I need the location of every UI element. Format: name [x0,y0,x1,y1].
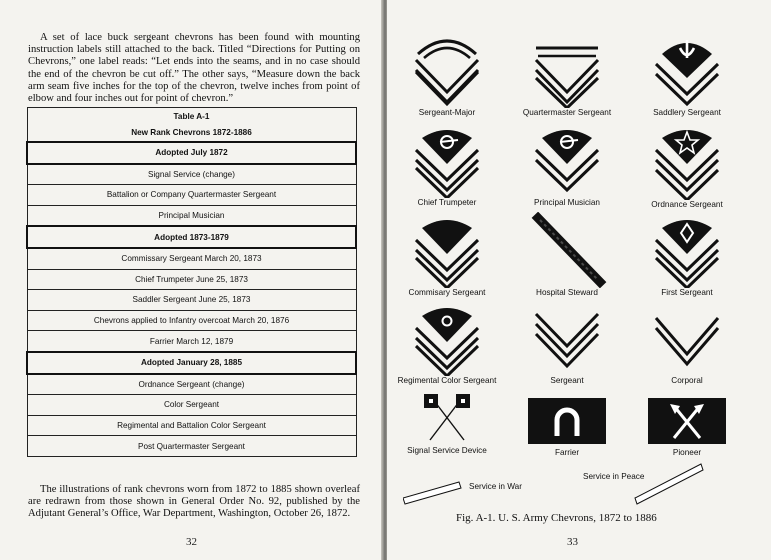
table-row: Chevrons applied to Infantry overcoat March 20, 1876 [27,310,356,331]
service-in-war-label: Service in War [469,482,522,491]
insignia-ordnance-sergeant [627,128,747,209]
sergeant-major-chevron-icon [412,34,482,108]
musician-chevron-icon [532,128,602,198]
service-in-peace-stripe-icon [633,462,705,508]
insignia-label: Hospital Steward [536,288,598,297]
table-row: Battalion or Company Quartermaster Sergeant [27,185,356,206]
table-row: Farrier March 12, 1879 [27,331,356,352]
insignia-label: Corporal [671,376,703,385]
table-row: Signal Service (change) [27,164,356,185]
horseshoe-icon [528,398,606,444]
insignia-quartermaster-sergeant [507,34,627,117]
insignia-label: Chief Trumpeter [417,198,477,207]
insignia-label: Saddlery Sergeant [653,108,721,117]
insignia-commisary-sergeant [387,218,507,297]
insignia-label: Principal Musician [534,198,600,207]
insignia-label: Sergeant [550,376,584,385]
table-row: Color Sergeant [27,395,356,416]
table-section-heading: Adopted January 28, 1885 [27,352,356,374]
table-section-heading: Adopted July 1872 [27,142,356,164]
crossed-hatchets-icon [648,398,726,444]
insignia-label: Regimental Color Sergeant [397,376,497,385]
rank-chevrons-table [26,107,357,457]
hospital-steward-band-icon [522,212,612,288]
first-sergeant-chevron-icon [652,218,722,288]
page-number-right: 33 [567,536,578,548]
quartermaster-chevron-icon [532,34,602,108]
insignia-regimental-color-sergeant [387,306,507,385]
insignia-sergeant-major [387,34,507,117]
page-number-left: 32 [186,536,197,548]
right-page [387,0,771,560]
insignia-label: Farrier [554,448,580,457]
service-in-peace-label: Service in Peace [583,472,645,481]
left-page [0,0,383,560]
table-row: Ordnance Sergeant (change) [27,374,356,395]
insignia-label: Ordnance Sergeant [651,200,723,209]
insignia-label: Commisary Sergeant [408,288,486,297]
table-title: Table A-1 [27,108,356,125]
corporal-chevron-icon [652,306,722,376]
table-subtitle: New Rank Chevrons 1872-1886 [27,124,356,142]
crossed-flags-icon [412,392,482,442]
insignia-farrier [507,398,627,457]
table-row: Commissary Sergeant March 20, 1873 [27,248,356,269]
table-row: Principal Musician [27,205,356,226]
insignia-label: First Sergeant [661,288,713,297]
insignia-label: Pioneer [672,448,702,457]
table-row: Chief Trumpeter June 25, 1873 [27,269,356,290]
insignia-corporal [627,306,747,385]
insignia-pioneer [627,398,747,457]
table-row: Post Quartermaster Sergeant [27,436,356,457]
insignia-chief-trumpeter [387,128,507,207]
insignia-first-sergeant [627,218,747,297]
trumpet-chevron-icon [412,128,482,198]
table-row: Saddler Sergeant June 25, 1873 [27,290,356,311]
service-in-war-stripe-icon [403,480,463,506]
insignia-saddlery-sergeant [627,34,747,117]
insignia-principal-musician [507,128,627,207]
source-note: The illustrations of rank chevrons worn from 1872 to 1885 shown overleaf are redrawn from those shown in General Order No. 92, published by the Adjutant General’s Office, War Department, Washington, October 26, 1872. [28,484,360,520]
figure-caption: Fig. A-1. U. S. Army Chevrons, 1872 to 1886 [456,512,657,524]
insignia-label: Sergeant-Major [418,108,476,117]
sergeant-chevron-icon [532,306,602,376]
insignia-label: Quartermaster Sergeant [522,108,612,117]
commissary-chevron-icon [412,218,482,288]
saddlery-chevron-icon [652,34,722,108]
table-row: Regimental and Battalion Color Sergeant [27,415,356,436]
table-section-heading: Adopted 1873-1879 [27,226,356,248]
ordnance-chevron-icon [652,128,722,200]
color-sergeant-chevron-icon [412,306,482,376]
insignia-signal-service-device [387,392,507,455]
insignia-label: Signal Service Device [407,446,487,455]
intro-paragraph: A set of lace buck sergeant chevrons has been found with mounting instruction labels still attached to the back. Titled “Directions for Putting on Chevrons,” one label reads: “Let ends into the seams, and in no case should the end of the chevron be cut off.” The other says, “Measure down the back arm seam five inches for the top of the chevron, twelve inches from point of elbow and four inches out for point of chevron.” [28,32,360,105]
insignia-hospital-steward [507,212,627,297]
insignia-sergeant [507,306,627,385]
